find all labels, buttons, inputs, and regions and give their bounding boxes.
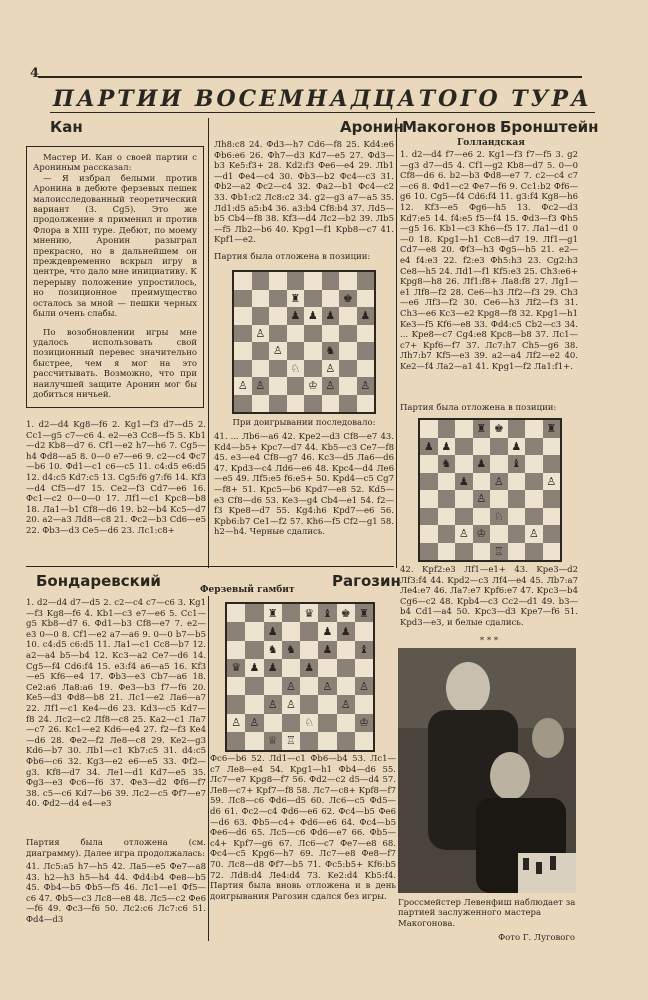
board-square	[318, 659, 336, 677]
board-square	[282, 659, 300, 677]
board-square	[420, 473, 438, 491]
board-square	[269, 325, 287, 343]
board-square	[355, 641, 373, 659]
board-square	[490, 473, 508, 491]
chess-piece-icon: ♛	[304, 606, 315, 620]
board-square	[282, 622, 300, 640]
board-square	[473, 438, 491, 456]
board-square	[473, 455, 491, 473]
board-square	[264, 714, 282, 732]
chess-piece-icon: ♘	[304, 716, 315, 730]
chess-piece-icon: ♟	[511, 439, 522, 453]
board-square	[337, 695, 355, 713]
board-square	[227, 604, 245, 622]
board-square	[287, 395, 305, 413]
board-square	[234, 360, 252, 378]
board-square	[357, 342, 375, 360]
board-square	[269, 342, 287, 360]
board-square	[227, 622, 245, 640]
commentary-paragraph: — Я избрал белыми против Аронина в дебюте ферзевых пешек малоисследованный теоретический вариант (3. Сg5). Это же продолжение я применил и против Флора в XIII туре. Дебют, по моему мнению, Аронин разыграл прекрасно, но в дальнейшем он преждевременно вскрыл игру в центре, что дало мне инициативу. К перерыву положение упростилось, но позиционное преимущество осталось за мной — пешки черных были очень слабы.	[33, 173, 197, 320]
board-square	[322, 272, 340, 290]
board-square	[420, 508, 438, 526]
board-square	[287, 290, 305, 308]
board-square	[455, 420, 473, 438]
chess-piece-icon: ♙	[360, 379, 371, 393]
board-square	[252, 360, 270, 378]
board-square	[455, 543, 473, 561]
page-headline: ПАРТИИ ВОСЕМНАДЦАТОГО ТУРА	[53, 86, 592, 112]
chess-piece-icon: ♝	[322, 606, 333, 620]
section-rule	[26, 566, 394, 567]
board-square	[300, 732, 318, 750]
column-divider	[208, 118, 209, 568]
chess-piece-icon: ♙	[476, 492, 487, 506]
chess-piece-icon: ♙	[340, 697, 351, 711]
board-square	[438, 543, 456, 561]
section-separator: * * *	[479, 636, 499, 646]
board-square	[420, 525, 438, 543]
commentary-paragraph: По возобновлении игры мне удалось использовать свой позиционный перевес значительно быстрее, чем я мог на это рассчитывать. Возможно, что при наилучшей защите Аронин мог бы добиться ничьей.	[33, 327, 197, 400]
chess-piece-icon: ♝	[358, 643, 369, 657]
board-square	[264, 604, 282, 622]
board-square	[420, 543, 438, 561]
chessboard-diagram	[232, 270, 376, 414]
chess-piece-icon: ♟	[441, 439, 452, 453]
game1-resumption-note: При доигрывании последовало:	[232, 418, 376, 428]
chess-piece-icon: ♙	[325, 379, 336, 393]
board-square	[438, 490, 456, 508]
board-square	[508, 508, 526, 526]
game3-moves-opening: 1. d2—d4 d7—d5 2. c2—c4 c7—c6 3. Kg1—f3 Kg8—f6 4. Kb1—c3 e7—e6 5. Сс1—g5 Kb8—d7 6. Фd1—b3 Сf8—e7 7. e2—e3 0—0 8. Сf1—e2 a7—a6 9. 0—0 b7—b5 10. c4:d5 c6:d5 11. Лa1—c1 Сc8—b7 12. a2—a4 b5—b4 12. Kc3—a2 Сe7—d6 14. Сg5—f4 Сd6:f4 15. e3:f4 a6—a5 16. Kf3—e5 Kf6—e4 17. Фb3—e3 Сb7—a6 18. Се2:a6 Лa8:a6 19. Фe3—b3 f7—f6 20. Ke5—d3 Фd8—b8 21. Лc1—e2 Лa6—a7 22. Лf1—c1 Ke4—d6 23. Kd3—c5 Kd7—f8 24. Лc2—c2 Лf8—c8 25. Ka2—c1 Лa7—c7 26. Kc1—e2 Kd6—e4 27. f2—f3 Ke4—d6 28. Фe2—f2 Лe8—c8 29. Ke2—g3 Kd6—b7 30. Лb1—c1 Kb7:c5 31. d4:c5 Фb6—c6 32. Kg3—e2 e6—e5 33. Фf2—g3. Kf8—d7 34. Лe1—d1 Kd7—e5 35. Фg3—e3 Фс6—f6 37. Фe3—d2 Фf6—f7 38. c5—c6 Kd7—b6 39. Лc2—c5 Фf7—e7 40. Фd2—d4 e4—e3	[26, 598, 206, 810]
board-square	[438, 420, 456, 438]
board-square	[337, 641, 355, 659]
board-square	[455, 508, 473, 526]
board-square	[357, 290, 375, 308]
top-rule	[38, 76, 582, 78]
board-square	[355, 714, 373, 732]
chess-piece-icon: ♙	[458, 527, 469, 541]
board-square	[252, 325, 270, 343]
chess-piece-icon: ♜	[546, 422, 557, 436]
board-square	[300, 604, 318, 622]
board-square	[287, 360, 305, 378]
board-square	[473, 490, 491, 508]
game1-white-player: Кан	[50, 118, 83, 136]
chessboard-diagram	[418, 418, 562, 562]
board-square	[339, 290, 357, 308]
chess-piece-icon: ♞	[325, 344, 336, 358]
board-square	[287, 307, 305, 325]
game2-opening-name: Голландская	[457, 138, 525, 148]
board-square	[234, 290, 252, 308]
chess-piece-icon: ♜	[267, 606, 278, 620]
board-square	[264, 677, 282, 695]
board-square	[357, 377, 375, 395]
chess-piece-icon: ♘	[493, 509, 504, 523]
chess-piece-icon: ♟	[304, 661, 315, 675]
chess-piece-icon: ♙	[285, 697, 296, 711]
board-square	[322, 377, 340, 395]
board-square	[318, 714, 336, 732]
game1-moves-opening: 1. d2—d4 Kg8—f6 2. Kg1—f3 d7—d5 2. Сс1—g5 c7—c6 4. e2—e3 Сс8—f5 5. Kb1—d2 Kb8—d7 6. Сf1—e2 h7—h6 7. Сg5—h4 Фd8—a5 8. 0—0 e7—e6 9. c2—c4 Фс7—b6 10. Фd1—c1 c6—c5 11. c4:d5 e6:d5 12. d4:c5 Kd7:c5 13. Сg5:f6 g7:f6 14. Kf3—d4 Сf5—d7 15. Се2—f3 Сd7—e6 16. Фс1—c2 0—0—0 17. Лf1—c1 Kpc8—b8 18. Лa1—b1 Сf8—d6 19. b2—b4 Kc5—d7 20. a2—a3 Лd8—c8 21. Фc2—b3 Сd6—e5 22. Фb3—d3 Сe5—d6 23. Лc1:c8+	[26, 420, 206, 536]
game2-moves-after: 42. Kpf2:e3 Лf1—e1+ 43. Kpe3—d2 Лf3:f4 44. Kpd2—c3 Лf4—e4 45. Лb7:a7 Лe4:e7 46. Лa7:e7 Kpf6:e7 47. Kpc3—b4 Сg6—c2 48. Kpb4—c3 Сc2—d1 49. b3—b4 Сd1—a4 50. Kpc3—d3 Kpe7—f6 51. Kpd3—e3, и белые сдались.	[400, 565, 578, 628]
board-square	[508, 473, 526, 491]
board-square	[304, 360, 322, 378]
board-square	[438, 525, 456, 543]
chess-piece-icon: ♕	[267, 734, 278, 748]
board-square	[339, 360, 357, 378]
board-square	[234, 325, 252, 343]
board-square	[252, 377, 270, 395]
board-square	[245, 659, 263, 677]
board-square	[339, 342, 357, 360]
game1-moves-middle: Лh8:c8 24. Фd3—h7 Сd6—f8 25. Kd4:e6 Фb6:e6 26. Фh7—d3 Kd7—e5 27. Фd3—b3 Ke5:f3+ 28. Kd2:f3 Фе6—e4 29. Лb1—d1 Фe4—c4 30. Фb3—b2 Фc4—c3 31. Фb2—a2 Фc2—c4 32. Фa2—b1 Фc4—c2 33. Фb1:c2 Лc8:c2 34. g2—g3 a7—a5 35. Лd1:d5 a5:b4 36. a3:b4 Сf8:b4 37. Лd5—b5 Сb4—f8 38. Kf3—d4 Лc2—b2 39. Лb5—f5 Лb2—b6 40. Kpg1—f1 Kpb8—c7 41. Kpf1—e2.	[214, 140, 394, 246]
board-square	[525, 438, 543, 456]
board-square	[357, 307, 375, 325]
board-square	[508, 490, 526, 508]
board-square	[490, 420, 508, 438]
game2-adjourned-note: Партия была отложена в позиции:	[400, 403, 557, 413]
game3-moves-continuation: 41. Лc5:a5 h7—h5 42. Лa5—e5 Фe7—a8 43. h2—h3 h5—h4 44. Фd4:b4 Фe8—b5 45. Фb4—b5 Фb5—f5 46. Лc1—e1 Фf5—c6 47. Фb5—c3 Лc8—e8 48. Лc5—c2 Фe6—f6 49. Фc3—f6 50. Лc2:c6 Лc7:c6 51. Фd4—d3	[26, 862, 206, 925]
board-square	[269, 290, 287, 308]
chess-piece-icon: ♚	[342, 291, 353, 305]
board-square	[490, 455, 508, 473]
chess-piece-icon: ♟	[290, 309, 301, 323]
board-square	[264, 695, 282, 713]
board-square	[252, 307, 270, 325]
board-square	[287, 377, 305, 395]
board-square	[337, 604, 355, 622]
board-square	[337, 659, 355, 677]
board-square	[300, 695, 318, 713]
board-square	[525, 455, 543, 473]
board-square	[234, 272, 252, 290]
board-square	[269, 272, 287, 290]
board-square	[318, 622, 336, 640]
board-square	[282, 677, 300, 695]
chess-piece-icon: ♟	[249, 661, 260, 675]
board-square	[300, 677, 318, 695]
chess-piece-icon: ♔	[476, 527, 487, 541]
game2-black-player: Бронштейн	[500, 118, 599, 136]
chess-piece-icon: ♙	[546, 474, 557, 488]
board-square	[322, 290, 340, 308]
board-square	[525, 543, 543, 561]
board-square	[282, 695, 300, 713]
chess-piece-icon: ♟	[307, 309, 318, 323]
board-square	[304, 395, 322, 413]
board-square	[245, 677, 263, 695]
board-square	[543, 490, 561, 508]
board-square	[234, 342, 252, 360]
column-divider	[396, 118, 397, 568]
board-square	[318, 695, 336, 713]
chess-piece-icon: ♟	[267, 661, 278, 675]
board-square	[322, 325, 340, 343]
chess-piece-icon: ♟	[458, 474, 469, 488]
chess-piece-icon: ♟	[322, 643, 333, 657]
board-square	[282, 641, 300, 659]
board-square	[339, 377, 357, 395]
board-square	[438, 473, 456, 491]
board-square	[245, 604, 263, 622]
chess-piece-icon: ♜	[476, 422, 487, 436]
chess-piece-icon: ♙	[267, 697, 278, 711]
chess-piece-icon: ♟	[360, 309, 371, 323]
chess-piece-icon: ♙	[325, 361, 336, 375]
board-square	[287, 342, 305, 360]
board-square	[355, 732, 373, 750]
chess-piece-icon: ♙	[249, 716, 260, 730]
board-square	[245, 695, 263, 713]
chess-piece-icon: ♖	[285, 734, 296, 748]
game3-white-player: Бондаревский	[36, 572, 161, 590]
photo-credit: Фото Г. Лугового	[498, 933, 575, 943]
board-square	[264, 622, 282, 640]
board-square	[420, 420, 438, 438]
commentary-paragraph: Мастер И. Кан о своей партии с Арониным рассказал:	[33, 153, 197, 174]
photo-illustration	[398, 648, 576, 893]
column-divider	[208, 596, 209, 941]
board-square	[490, 438, 508, 456]
board-square	[508, 525, 526, 543]
board-square	[455, 473, 473, 491]
board-square	[543, 525, 561, 543]
board-square	[473, 525, 491, 543]
chess-piece-icon: ♔	[358, 716, 369, 730]
board-square	[525, 473, 543, 491]
board-square	[227, 677, 245, 695]
board-square	[300, 659, 318, 677]
board-square	[543, 420, 561, 438]
board-square	[438, 508, 456, 526]
game3-adjourned-note: Партия была отложена (см. диаграмму). Далее игра продолжалась:	[26, 838, 206, 859]
board-square	[269, 307, 287, 325]
board-square	[473, 420, 491, 438]
chess-piece-icon: ♖	[493, 544, 504, 558]
board-square	[234, 395, 252, 413]
board-square	[234, 307, 252, 325]
board-square	[264, 659, 282, 677]
game3-black-player: Рагозин	[332, 572, 401, 590]
board-square	[318, 677, 336, 695]
board-square	[252, 395, 270, 413]
board-square	[322, 360, 340, 378]
board-square	[264, 641, 282, 659]
board-square	[227, 732, 245, 750]
board-square	[269, 377, 287, 395]
board-square	[508, 438, 526, 456]
chess-piece-icon: ♙	[528, 527, 539, 541]
chess-piece-icon: ♙	[231, 716, 242, 730]
board-square	[264, 732, 282, 750]
chess-piece-icon: ♟	[423, 439, 434, 453]
chess-piece-icon: ♙	[255, 326, 266, 340]
board-square	[455, 438, 473, 456]
board-square	[282, 604, 300, 622]
board-square	[355, 695, 373, 713]
board-square	[322, 307, 340, 325]
board-square	[355, 659, 373, 677]
board-square	[287, 325, 305, 343]
board-square	[490, 508, 508, 526]
board-square	[357, 395, 375, 413]
chess-piece-icon: ♙	[322, 679, 333, 693]
board-square	[473, 508, 491, 526]
players-photo	[398, 648, 576, 893]
board-square	[543, 473, 561, 491]
board-square	[282, 714, 300, 732]
board-square	[304, 377, 322, 395]
board-square	[438, 438, 456, 456]
board-square	[357, 272, 375, 290]
board-square	[490, 525, 508, 543]
chess-piece-icon: ♜	[358, 606, 369, 620]
board-square	[337, 622, 355, 640]
board-square	[269, 395, 287, 413]
board-square	[357, 360, 375, 378]
chess-piece-icon: ♟	[322, 624, 333, 638]
board-square	[508, 543, 526, 561]
board-square	[490, 490, 508, 508]
board-square	[339, 395, 357, 413]
board-square	[304, 290, 322, 308]
board-square	[318, 604, 336, 622]
board-square	[525, 525, 543, 543]
board-square	[339, 272, 357, 290]
board-square	[227, 659, 245, 677]
board-square	[525, 420, 543, 438]
chess-piece-icon: ♚	[493, 422, 504, 436]
board-square	[455, 490, 473, 508]
chess-piece-icon: ♟	[325, 309, 336, 323]
page-number: 4	[30, 66, 40, 81]
board-square	[525, 490, 543, 508]
board-square	[304, 342, 322, 360]
chess-piece-icon: ♙	[358, 679, 369, 693]
board-square	[245, 641, 263, 659]
game2-white-player: Макогонов	[402, 118, 496, 136]
board-square	[227, 695, 245, 713]
board-square	[304, 307, 322, 325]
board-square	[339, 307, 357, 325]
board-square	[337, 714, 355, 732]
board-square	[322, 342, 340, 360]
board-square	[420, 490, 438, 508]
chess-piece-icon: ♞	[285, 643, 296, 657]
chess-piece-icon: ♟	[267, 624, 278, 638]
commentary-box	[26, 146, 204, 408]
board-square	[473, 473, 491, 491]
board-square	[357, 325, 375, 343]
board-square	[269, 360, 287, 378]
board-square	[300, 641, 318, 659]
chess-piece-icon: ♘	[290, 361, 301, 375]
chess-piece-icon: ♟	[476, 457, 487, 471]
chess-piece-icon: ♛	[231, 661, 242, 675]
board-square	[245, 732, 263, 750]
board-square	[438, 455, 456, 473]
board-square	[322, 395, 340, 413]
board-square	[355, 677, 373, 695]
chess-piece-icon: ♜	[290, 291, 301, 305]
board-square	[455, 455, 473, 473]
board-square	[234, 377, 252, 395]
board-square	[245, 622, 263, 640]
board-square	[543, 455, 561, 473]
board-square	[420, 438, 438, 456]
game1-black-player: Аронин	[340, 118, 404, 136]
board-square	[420, 455, 438, 473]
board-square	[300, 714, 318, 732]
photo-caption: Гроссмейстер Левенфиш наблюдает за партией заслуженного мастера Макогонова.	[398, 898, 576, 929]
board-square	[304, 272, 322, 290]
board-square	[508, 420, 526, 438]
board-square	[300, 622, 318, 640]
chess-piece-icon: ♟	[340, 624, 351, 638]
game3-moves-endgame: Фс6—b6 52. Лd1—c1 Фb6—b4 53. Лc1—c7 Лe8—e4 54. Kpg1—h1 Фb4—d6 55. Лc7—e7 Kpg8—f7 56. Фd2—c2 d5—d4 57. Лe8—c7+ Kpf7—f8 58. Лc7—c8+ Kpf8—f7 59. Лc8—c6 Фd6—d5 60. Лc6—c5 Фd5—d6 61. Фc2—c4 Фd6—e6 62. Фc4—b5 Фe6—d6 63. Фb5—c4+ Фd6—e6 64. Фc4—b5 Фe6—d6 65. Лc5—c6 Фd6—e7 66. Фb5—c4+ Kpf7—g6 67. Лc6—c7 Фe7—e8 68. Фc4—c5 Kpg6—h7 69. Лc7—e8 Фe8—f7 70. Лc8—d8 Фf7—b5 71. Фc5:b5+ Kf6:b5 72. Лd8:d4 Лe4:d4 73. Ke2:d4 Kb5:f4. Партия была вновь отложена и в день доигрывания Рагозин сдался без игры.	[210, 754, 396, 902]
chess-piece-icon: ♙	[237, 379, 248, 393]
board-square	[337, 677, 355, 695]
chess-piece-icon: ♙	[493, 474, 504, 488]
board-square	[473, 543, 491, 561]
game1-adjourned-note: Партия была отложена в позиции:	[214, 252, 371, 262]
chess-piece-icon: ♞	[267, 643, 278, 657]
board-square	[287, 272, 305, 290]
board-square	[227, 714, 245, 732]
board-square	[455, 525, 473, 543]
board-square	[543, 438, 561, 456]
headline-rule	[50, 112, 595, 113]
chess-piece-icon: ♙	[285, 679, 296, 693]
chessboard-diagram	[225, 602, 375, 752]
board-square	[318, 732, 336, 750]
game2-moves: 1. d2—d4 f7—e6 2. Kg1—f3 f7—f5 3. g2—g3 d7—d5 4. Сf1—g2 Kb8—d7 5. 0—0 Сf8—d6 6. b2—b3 Фd8—e7 7. c2—c4 c7—c6 8. Фd1—c2 Фe7—f6 9. Сс1:b2 Фf6—g6 10. Сg5—f4 Сd6:f4 11. g3:f4 Kg8—h6 12. Kf3—e5 Фg6—h5 13. Фс2—d3 Kd7:e5 14. f4:e5 f5—f4 15. Фd3—f3 Фh5—g5 16. Kb1—c3 Kh6—f5 17. Лa1—d1 0—0 18. Kpg1—h1 Сc8—d7 19. Лf1—g1 Сd7—e8 20. Фf3—h3 Фg5—h5 21. e2—e4 f4:e3 22. f2:e3 Фh5:h3 23. Сg2:h3 Се8—h5 24. Лd1—f1 Kf5:e3 25. Сh3:e6+ Kpg8—h8 26. Лf1:f8+ Лa8:f8 27. Лg1—e1 Лf8—f2 28. Се6—h3 Лf2—f3 29. Сh3—e6 Лf3—f2 30. Се6—h3 Лf2—f3 31. Сh3—e6 Kc3—e2 Kpg8—f8 32. Kpg1—h1 Ke3—f5 Kf6—e8 33. Фd4:c5 Сb2—c3 34. ... Kpe8—c7 Сg4:e8 Kpc8—b8 37. Лc1—c7+ Kpf6—f7 37. Лc7:h7 Сh5—g6 38. Лh7:b7 Kf5—e3 39. a2—a4 Лf2—e2 40. Ke2—f4 Лa2—a1 41. Kpg1—f2 Лa1:f1+.	[400, 150, 578, 372]
board-square	[508, 455, 526, 473]
game1-moves-endgame: 41. ... Лb6—a6 42. Kpe2—d3 Сf8—e7 43. Kd4—b5+ Kpc7—d7 44. Kb5—c3 Сe7—f8 45. e3—e4 Сf8—g7 46. Kc3—d5 Лa6—d6 47. Kpd3—c4 Лd6—e6 48. Kpc4—d4 Лe6—e5 49. Лf5:e5 f6:e5+ 50. Kpd4—c5 Сg7—f8+ 51. Kpc5—b6 Kpd7—e8 52. Kd5—e3 Сf8—d6 53. Ke3—g4 Сb4—e1 54. f2—f3 Kpe8—d7 55. Kg4:h6 Kpd7—e6 56. Kpb6:b7 Сe1—f2 57. Kh6—f5 Сf2—g1 58. h2—h4. Черные сдались.	[214, 432, 394, 538]
chess-piece-icon: ♚	[340, 606, 351, 620]
chess-piece-icon: ♙	[272, 344, 283, 358]
chess-piece-icon: ♝	[511, 457, 522, 471]
board-square	[337, 732, 355, 750]
board-square	[339, 325, 357, 343]
board-square	[355, 622, 373, 640]
board-square	[252, 290, 270, 308]
board-square	[543, 508, 561, 526]
board-square	[355, 604, 373, 622]
board-square	[252, 272, 270, 290]
board-square	[318, 641, 336, 659]
board-square	[525, 508, 543, 526]
board-square	[227, 641, 245, 659]
game3-opening-name: Ферзевый гамбит	[200, 585, 295, 595]
chess-piece-icon: ♔	[307, 379, 318, 393]
board-square	[543, 543, 561, 561]
board-square	[245, 714, 263, 732]
board-square	[282, 732, 300, 750]
board-square	[252, 342, 270, 360]
chess-piece-icon: ♙	[255, 379, 266, 393]
board-square	[304, 325, 322, 343]
chess-piece-icon: ♞	[441, 457, 452, 471]
board-square	[490, 543, 508, 561]
